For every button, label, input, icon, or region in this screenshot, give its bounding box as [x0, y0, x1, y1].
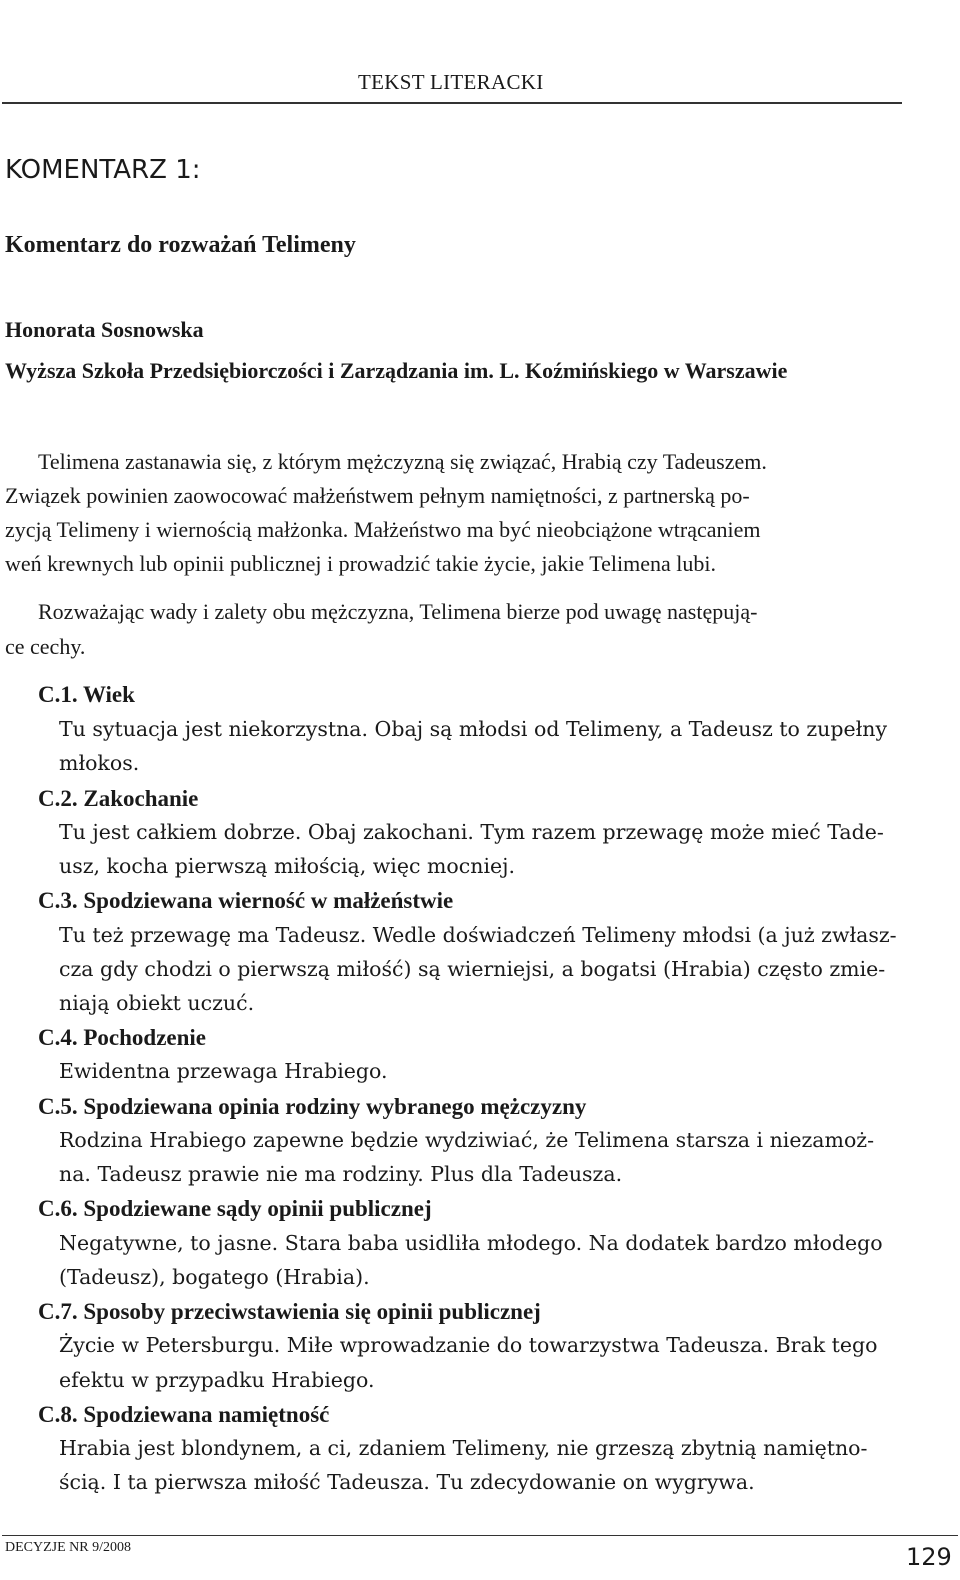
paragraph-line: ce cechy.: [5, 634, 86, 659]
header-rule: [2, 102, 902, 104]
criterion-title: C.7. Sposoby przeciwstawienia się opinii publicznej: [38, 1299, 541, 1324]
criterion-line: ścią. I ta pierwsza miłość Tadeusza. Tu zdecydowanie on wygrywa.: [59, 1470, 755, 1494]
criterion-line: na. Tadeusz prawie nie ma rodziny. Plus dla Tadeusza.: [59, 1162, 623, 1186]
criterion-line: niają obiekt uczuć.: [59, 991, 255, 1015]
intro-line: Telimena zastanawia się, z którym mężczyzną się związać, Hrabią czy Tadeuszem.: [38, 449, 767, 474]
criterion-line: cza gdy chodzi o pierwszą miłość) są wierniejsi, a bogatsi (Hrabia) często zmie-: [59, 957, 886, 981]
paragraph-line: Rozważając wady i zalety obu mężczyzna, Telimena bierze pod uwagę następują-: [38, 599, 758, 624]
criterion-line: Rodzina Hrabiego zapewne będzie wydziwiać, że Telimena starsza i niezamoż-: [59, 1128, 875, 1152]
criterion-line: Negatywne, to jasne. Stara baba usidliła młodego. Na dodatek bardzo młodego: [59, 1231, 883, 1255]
criterion-line: usz, kocha pierwszą miłością, więc mocniej.: [59, 854, 516, 878]
criterion-line: młokos.: [59, 751, 140, 775]
criterion-title: C.1. Wiek: [38, 682, 135, 707]
criterion-line: Tu sytuacja jest niekorzystna. Obaj są młodsi od Telimeny, a Tadeusz to zupełny: [59, 717, 888, 741]
criterion-title: C.4. Pochodzenie: [38, 1025, 207, 1050]
criterion-line: efektu w przypadku Hrabiego.: [59, 1368, 375, 1392]
intro-line: zycją Telimeny i wiernością małżonka. Małżeństwo ma być nieobciążone wtrącaniem: [5, 517, 761, 542]
criterion-line: Hrabia jest blondynem, a ci, zdaniem Telimeny, nie grzeszą zbytnią namiętno-: [59, 1436, 868, 1460]
criterion-line: Tu jest całkiem dobrze. Obaj zakochani. Tym razem przewagę może mieć Tade-: [59, 820, 884, 844]
article-title: Komentarz do rozważań Telimeny: [5, 232, 356, 258]
criterion-title: C.6. Spodziewane sądy opinii publicznej: [38, 1196, 432, 1221]
footer-journal: DECYZJE NR 9/2008: [5, 1540, 131, 1555]
criterion-line: (Tadeusz), bogatego (Hrabia).: [59, 1265, 370, 1289]
criterion-title: C.8. Spodziewana namiętność: [38, 1402, 330, 1427]
criterion-line: Ewidentna przewaga Hrabiego.: [59, 1059, 388, 1083]
criterion-title: C.2. Zakochanie: [38, 786, 199, 811]
section-heading: KOMENTARZ 1:: [5, 155, 201, 185]
criterion-line: Życie w Petersburgu. Miłe wprowadzanie do towarzystwa Tadeusza. Brak tego: [59, 1333, 878, 1357]
intro-line: Związek powinien zaowocować małżeństwem pełnym namiętności, z partnerską po-: [5, 483, 750, 508]
page-number: 129: [906, 1543, 952, 1571]
criterion-line: Tu też przewagę ma Tadeusz. Wedle doświadczeń Telimeny młodsi (a już zwłasz-: [59, 923, 897, 947]
intro-line: weń krewnych lub opinii publicznej i prowadzić takie życie, jakie Telimena lubi.: [5, 551, 716, 576]
running-header: TEKST LITERACKI: [358, 70, 544, 94]
author-name: Honorata Sosnowska: [5, 317, 204, 342]
criterion-title: C.3. Spodziewana wierność w małżeństwie: [38, 888, 454, 913]
criterion-title: C.5. Spodziewana opinia rodziny wybranego mężczyzny: [38, 1094, 587, 1119]
footer-rule: [2, 1535, 958, 1536]
author-affiliation: Wyższa Szkoła Przedsiębiorczości i Zarządzania im. L. Koźmińskiego w Warszawie: [5, 358, 788, 383]
